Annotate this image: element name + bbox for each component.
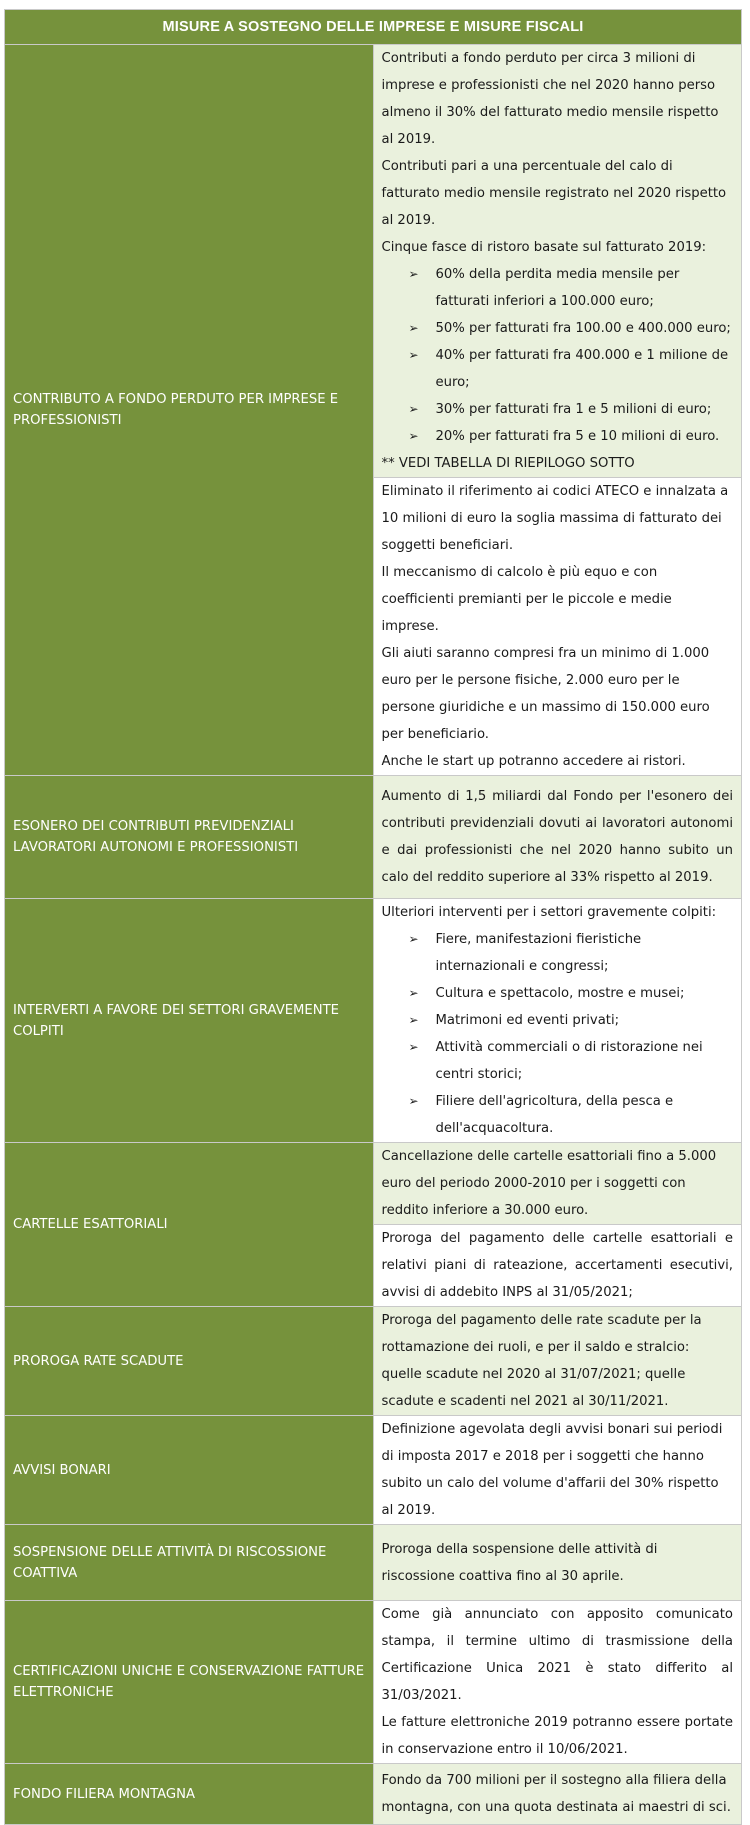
list-item: ➢ 40% per fatturati fra 400.000 e 1 milione de euro; — [409, 342, 734, 396]
row-content-cartelle-1: Cancellazione delle cartelle esattoriali fino a 5.000 euro del periodo 2000-2010 per i soggetti con reddito inferiore a 30.000 euro. — [373, 1143, 742, 1225]
row-content-contributo-2 — [373, 478, 742, 776]
row-content-esonero: Aumento di 1,5 miliardi dal Fondo per l'esonero dei contributi previdenziali dovuti ai lavoratori autonomi e dai professionisti che nel 2020 hanno subito un calo del reddito superiore al 33% rispetto al 2019. — [373, 776, 742, 899]
arrow-bullet-icon: ➢ — [408, 1040, 419, 1054]
row-label-fondo: FONDO FILIERA MONTAGNA — [5, 1764, 374, 1825]
table-row — [5, 1525, 742, 1601]
row-label-contributo: CONTRIBUTO A FONDO PERDUTO PER IMPRESE E PROFESSIONISTI — [5, 45, 374, 776]
fasce-list — [382, 261, 734, 450]
settori-list — [382, 926, 734, 1142]
list-item: ➢ Filiere dell'agricoltura, della pesca e dell'acquacoltura. — [409, 1088, 734, 1142]
measures-table — [4, 9, 742, 1825]
paragraph: Cinque fasce di ristoro basate sul fatturato 2019: — [381, 240, 707, 255]
paragraph: Contributi pari a una percentuale del calo di fatturato medio mensile registrato nel 2020 rispetto al 2019. — [381, 159, 727, 228]
list-item: ➢ Cultura e spettacolo, mostre e musei; — [409, 980, 734, 1007]
arrow-bullet-icon: ➢ — [408, 267, 419, 281]
list-item: ➢ 20% per fatturati fra 5 e 10 milioni di euro. — [409, 423, 734, 450]
paragraph: Come già annunciato con apposito comunicato stampa, il termine ultimo di trasmissione della Certificazione Unica 2021 è stato differito al 31/03/2021. — [381, 1607, 733, 1703]
arrow-bullet-icon: ➢ — [408, 986, 419, 1000]
arrow-bullet-icon: ➢ — [408, 932, 419, 946]
row-label-interventi: INTERVERTI A FAVORE DEI SETTORI GRAVEMENTE COLPITI — [5, 899, 374, 1143]
row-content-sospensione: Proroga della sospensione delle attività di riscossione coattiva fino al 30 aprile. — [373, 1525, 742, 1601]
row-content-avvisi: Definizione agevolata degli avvisi bonari sui periodi di imposta 2017 e 2018 per i soggetti che hanno subito un calo del volume d'affarii del 30% rispetto al 2019. — [373, 1416, 742, 1525]
list-item: ➢ Matrimoni ed eventi privati; — [409, 1007, 734, 1034]
table-row — [5, 1601, 742, 1764]
table-row — [5, 899, 742, 1143]
row-label-sospensione: SOSPENSIONE DELLE ATTIVITÀ DI RISCOSSIONE COATTIVA — [5, 1525, 374, 1601]
paragraph: Le fatture elettroniche 2019 potranno essere portate in conservazione entro il 10/06/2021. — [381, 1715, 733, 1757]
table-row — [5, 1307, 742, 1416]
row-label-certificazioni: CERTIFICAZIONI UNICHE E CONSERVAZIONE FATTURE ELETTRONICHE — [5, 1601, 374, 1764]
row-content-cartelle-2: Proroga del pagamento delle cartelle esattoriali e relativi piani di rateazione, accertamenti esecutivi, avvisi di addebito INPS al 31/05/2021; — [373, 1225, 742, 1307]
list-item: ➢ Fiere, manifestazioni fieristiche internazionali e congressi; — [409, 926, 734, 980]
measures-document — [4, 9, 742, 1825]
paragraph: Ulteriori interventi per i settori gravemente colpiti: — [381, 905, 717, 920]
row-label-cartelle: CARTELLE ESATTORIALI — [5, 1143, 374, 1307]
paragraph: Contributi a fondo perduto per circa 3 milioni di imprese e professionisti che nel 2020 hanno perso almeno il 30% del fatturato medio mensile rispetto al 2019. — [381, 51, 719, 147]
list-item: ➢ Attività commerciali o di ristorazione nei centri storici; — [409, 1034, 734, 1088]
note: ** VEDI TABELLA DI RIEPILOGO SOTTO — [381, 456, 635, 471]
row-label-proroga: PROROGA RATE SCADUTE — [5, 1307, 374, 1416]
paragraph: Gli aiuti saranno compresi fra un minimo di 1.000 euro per le persone fisiche, 2.000 euro per le persone giuridiche e un massimo di 150.000 euro per beneficiario. — [381, 646, 710, 742]
row-label-avvisi: AVVISI BONARI — [5, 1416, 374, 1525]
row-content-interventi — [373, 899, 742, 1143]
table-row — [5, 776, 742, 899]
arrow-bullet-icon: ➢ — [408, 321, 419, 335]
row-content-certificazioni — [373, 1601, 742, 1764]
paragraph: Eliminato il riferimento ai codici ATECO e innalzata a 10 milioni di euro la soglia massima di fatturato dei soggetti beneficiari. — [381, 484, 729, 553]
paragraph: Il meccanismo di calcolo è più equo e con coefficienti premianti per le piccole e medie imprese. — [381, 565, 672, 634]
paragraph: Anche le start up potranno accedere ai ristori. — [381, 754, 686, 769]
arrow-bullet-icon: ➢ — [408, 348, 419, 362]
list-item: ➢ 60% della perdita media mensile per fatturati inferiori a 100.000 euro; — [409, 261, 734, 315]
table-header-row — [5, 10, 742, 45]
list-item: ➢ 50% per fatturati fra 100.00 e 400.000 euro; — [409, 315, 734, 342]
list-item: ➢ 30% per fatturati fra 1 e 5 milioni di euro; — [409, 396, 734, 423]
row-label-esonero: ESONERO DEI CONTRIBUTI PREVIDENZIALI LAVORATORI AUTONOMI E PROFESSIONISTI — [5, 776, 374, 899]
arrow-bullet-icon: ➢ — [408, 1094, 419, 1108]
table-row — [5, 45, 742, 478]
row-content-contributo-1 — [373, 45, 742, 478]
table-row — [5, 1143, 742, 1225]
table-row — [5, 1416, 742, 1525]
arrow-bullet-icon: ➢ — [408, 1013, 419, 1027]
row-content-proroga: Proroga del pagamento delle rate scadute per la rottamazione dei ruoli, e per il saldo e stralcio: quelle scadute nel 2020 al 31/07/2021; quelle scadute e scadenti nel 2021 al 30/11/2021. — [373, 1307, 742, 1416]
row-content-fondo: Fondo da 700 milioni per il sostegno alla filiera della montagna, con una quota destinata ai maestri di sci. — [373, 1764, 742, 1825]
arrow-bullet-icon: ➢ — [408, 429, 419, 443]
table-row — [5, 1764, 742, 1825]
arrow-bullet-icon: ➢ — [408, 402, 419, 416]
table-title: MISURE A SOSTEGNO DELLE IMPRESE E MISURE FISCALI — [5, 10, 742, 45]
